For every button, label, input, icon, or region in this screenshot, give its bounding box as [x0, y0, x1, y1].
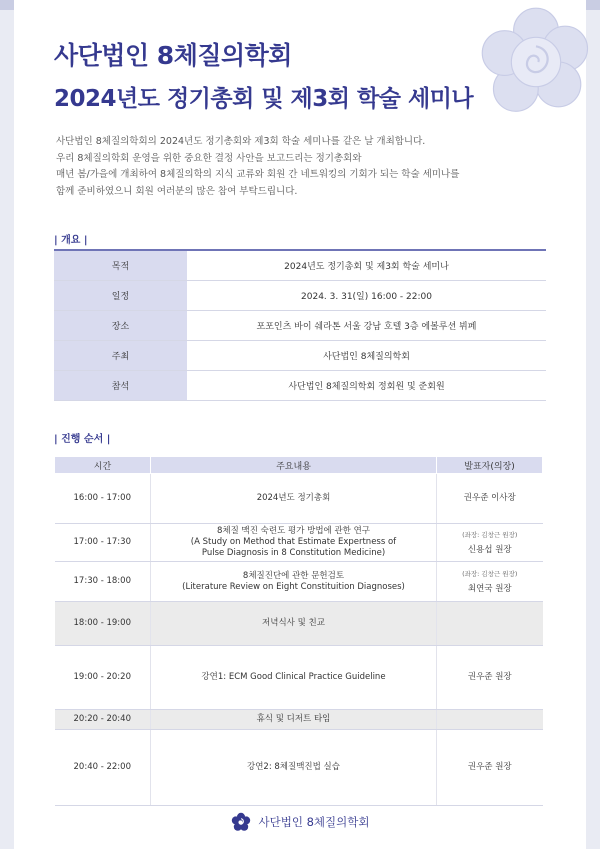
column-header-speaker: 발표자(의장)	[437, 457, 543, 474]
schedule-time: 20:40 - 22:00	[55, 730, 151, 806]
schedule-speaker	[437, 524, 543, 562]
page-title: 사단법인 8체질의학회	[54, 41, 292, 70]
overview-value: 사단법인 8체질의학회	[187, 341, 546, 371]
content-line: 8체질진단에 관한 문헌검토	[242, 570, 345, 581]
schedule-content	[151, 710, 437, 730]
content-line: (A Study on Method that Estimate Expertness of	[190, 537, 397, 547]
overview-label: 일정	[54, 281, 187, 311]
schedule-row	[55, 646, 543, 710]
footer-brand	[231, 812, 370, 832]
overview-label: 주최	[54, 341, 187, 371]
schedule-time: 16:00 - 17:00	[55, 474, 151, 524]
overview-row	[54, 371, 546, 401]
footer-logo-icon	[231, 812, 251, 832]
chair-note: (좌장: 김창근 원장)	[462, 569, 518, 578]
schedule-time: 17:00 - 17:30	[55, 524, 151, 562]
content-line: 강연1: ECM Good Clinical Practice Guideline	[201, 672, 386, 682]
schedule-row	[55, 730, 543, 806]
schedule-table	[54, 456, 543, 806]
schedule-speaker: 권우준 이사장	[437, 474, 543, 524]
page-subtitle: 2024년도 정기총회 및 제3회 학술 세미나	[54, 86, 474, 112]
schedule-row	[55, 602, 543, 646]
schedule-speaker: 권우준 원장	[437, 730, 543, 806]
overview-row	[54, 250, 546, 281]
footer	[0, 812, 600, 836]
schedule-content	[151, 562, 437, 602]
overview-value: 포포인츠 바이 쉐라톤 서울 강남 호텔 3층 에볼루션 뷔페	[187, 311, 546, 341]
overview-label: 장소	[54, 311, 187, 341]
content-line: Pulse Diagnosis in 8 Constitution Medicine)	[201, 548, 386, 558]
content-line: 강연2: 8체질맥진법 실습	[247, 762, 340, 772]
intro-line: 우리 8체질의학회 운영을 위한 중요한 결정 사안을 보고드리는 정기총회와	[56, 152, 362, 164]
schedule-speaker	[437, 562, 543, 602]
schedule-time: 17:30 - 18:00	[55, 562, 151, 602]
speaker-name: 최연국 원장	[467, 583, 512, 594]
schedule-content	[151, 524, 437, 562]
content-line: 8체질 맥진 숙련도 평가 방법에 관한 연구	[217, 526, 370, 536]
content-line: 저녁식사 및 친교	[262, 618, 325, 628]
intro-paragraph	[56, 134, 526, 200]
content-line: 휴식 및 디저트 타임	[256, 714, 331, 724]
footer-org-name: 사단법인 8체질의학회	[258, 815, 370, 829]
schedule-row	[55, 710, 543, 730]
chair-note: (좌장: 김창근 원장)	[462, 530, 518, 539]
schedule-time: 18:00 - 19:00	[55, 602, 151, 646]
schedule-speaker	[437, 710, 543, 730]
intro-line: 매년 봄/가을에 개최하여 8체질의학의 지식 교류와 회원 간 네트워킹의 기회가 되는 학술 세미나를	[56, 169, 460, 180]
intro-line: 함께 준비하였으니 회원 여러분의 많은 참여 부탁드립니다.	[56, 185, 298, 197]
intro-line: 사단법인 8체질의학회의 2024년도 정기총회와 제3회 학술 세미나를 같은 날 개최합니다.	[56, 136, 426, 147]
schedule-row	[55, 524, 543, 562]
schedule-time: 20:20 - 20:40	[55, 710, 151, 730]
overview-row	[54, 311, 546, 341]
schedule-content	[151, 602, 437, 646]
schedule-content	[151, 474, 437, 524]
schedule-content	[151, 730, 437, 806]
speaker-name: 신용섭 원장	[467, 544, 512, 555]
overview-table	[54, 249, 546, 401]
schedule-row	[55, 474, 543, 524]
content-line: (Literature Review on Eight Constituition Diagnoses)	[182, 581, 405, 592]
overview-value: 2024. 3. 31(일) 16:00 - 22:00	[187, 281, 546, 311]
overview-row	[54, 281, 546, 311]
overview-heading: | 개요 |	[54, 235, 88, 246]
overview-row	[54, 341, 546, 371]
overview-label: 참석	[54, 371, 187, 401]
schedule-row	[55, 562, 543, 602]
column-header-time: 시간	[55, 457, 151, 474]
schedule-speaker	[437, 602, 543, 646]
content-line: 2024년도 정기총회	[256, 493, 331, 503]
schedule-header-row	[55, 457, 543, 474]
overview-label: 목적	[54, 250, 187, 281]
schedule-speaker: 권우준 원장	[437, 646, 543, 710]
schedule-content	[151, 646, 437, 710]
overview-value: 사단법인 8체질의학회 정회원 및 준회원	[187, 371, 546, 401]
column-header-content: 주요내용	[151, 457, 437, 474]
schedule-heading: | 진행 순서 |	[54, 434, 111, 445]
schedule-time: 19:00 - 20:20	[55, 646, 151, 710]
overview-value: 2024년도 정기총회 및 제3회 학술 세미나	[187, 250, 546, 281]
flower-logo-icon	[480, 6, 592, 118]
